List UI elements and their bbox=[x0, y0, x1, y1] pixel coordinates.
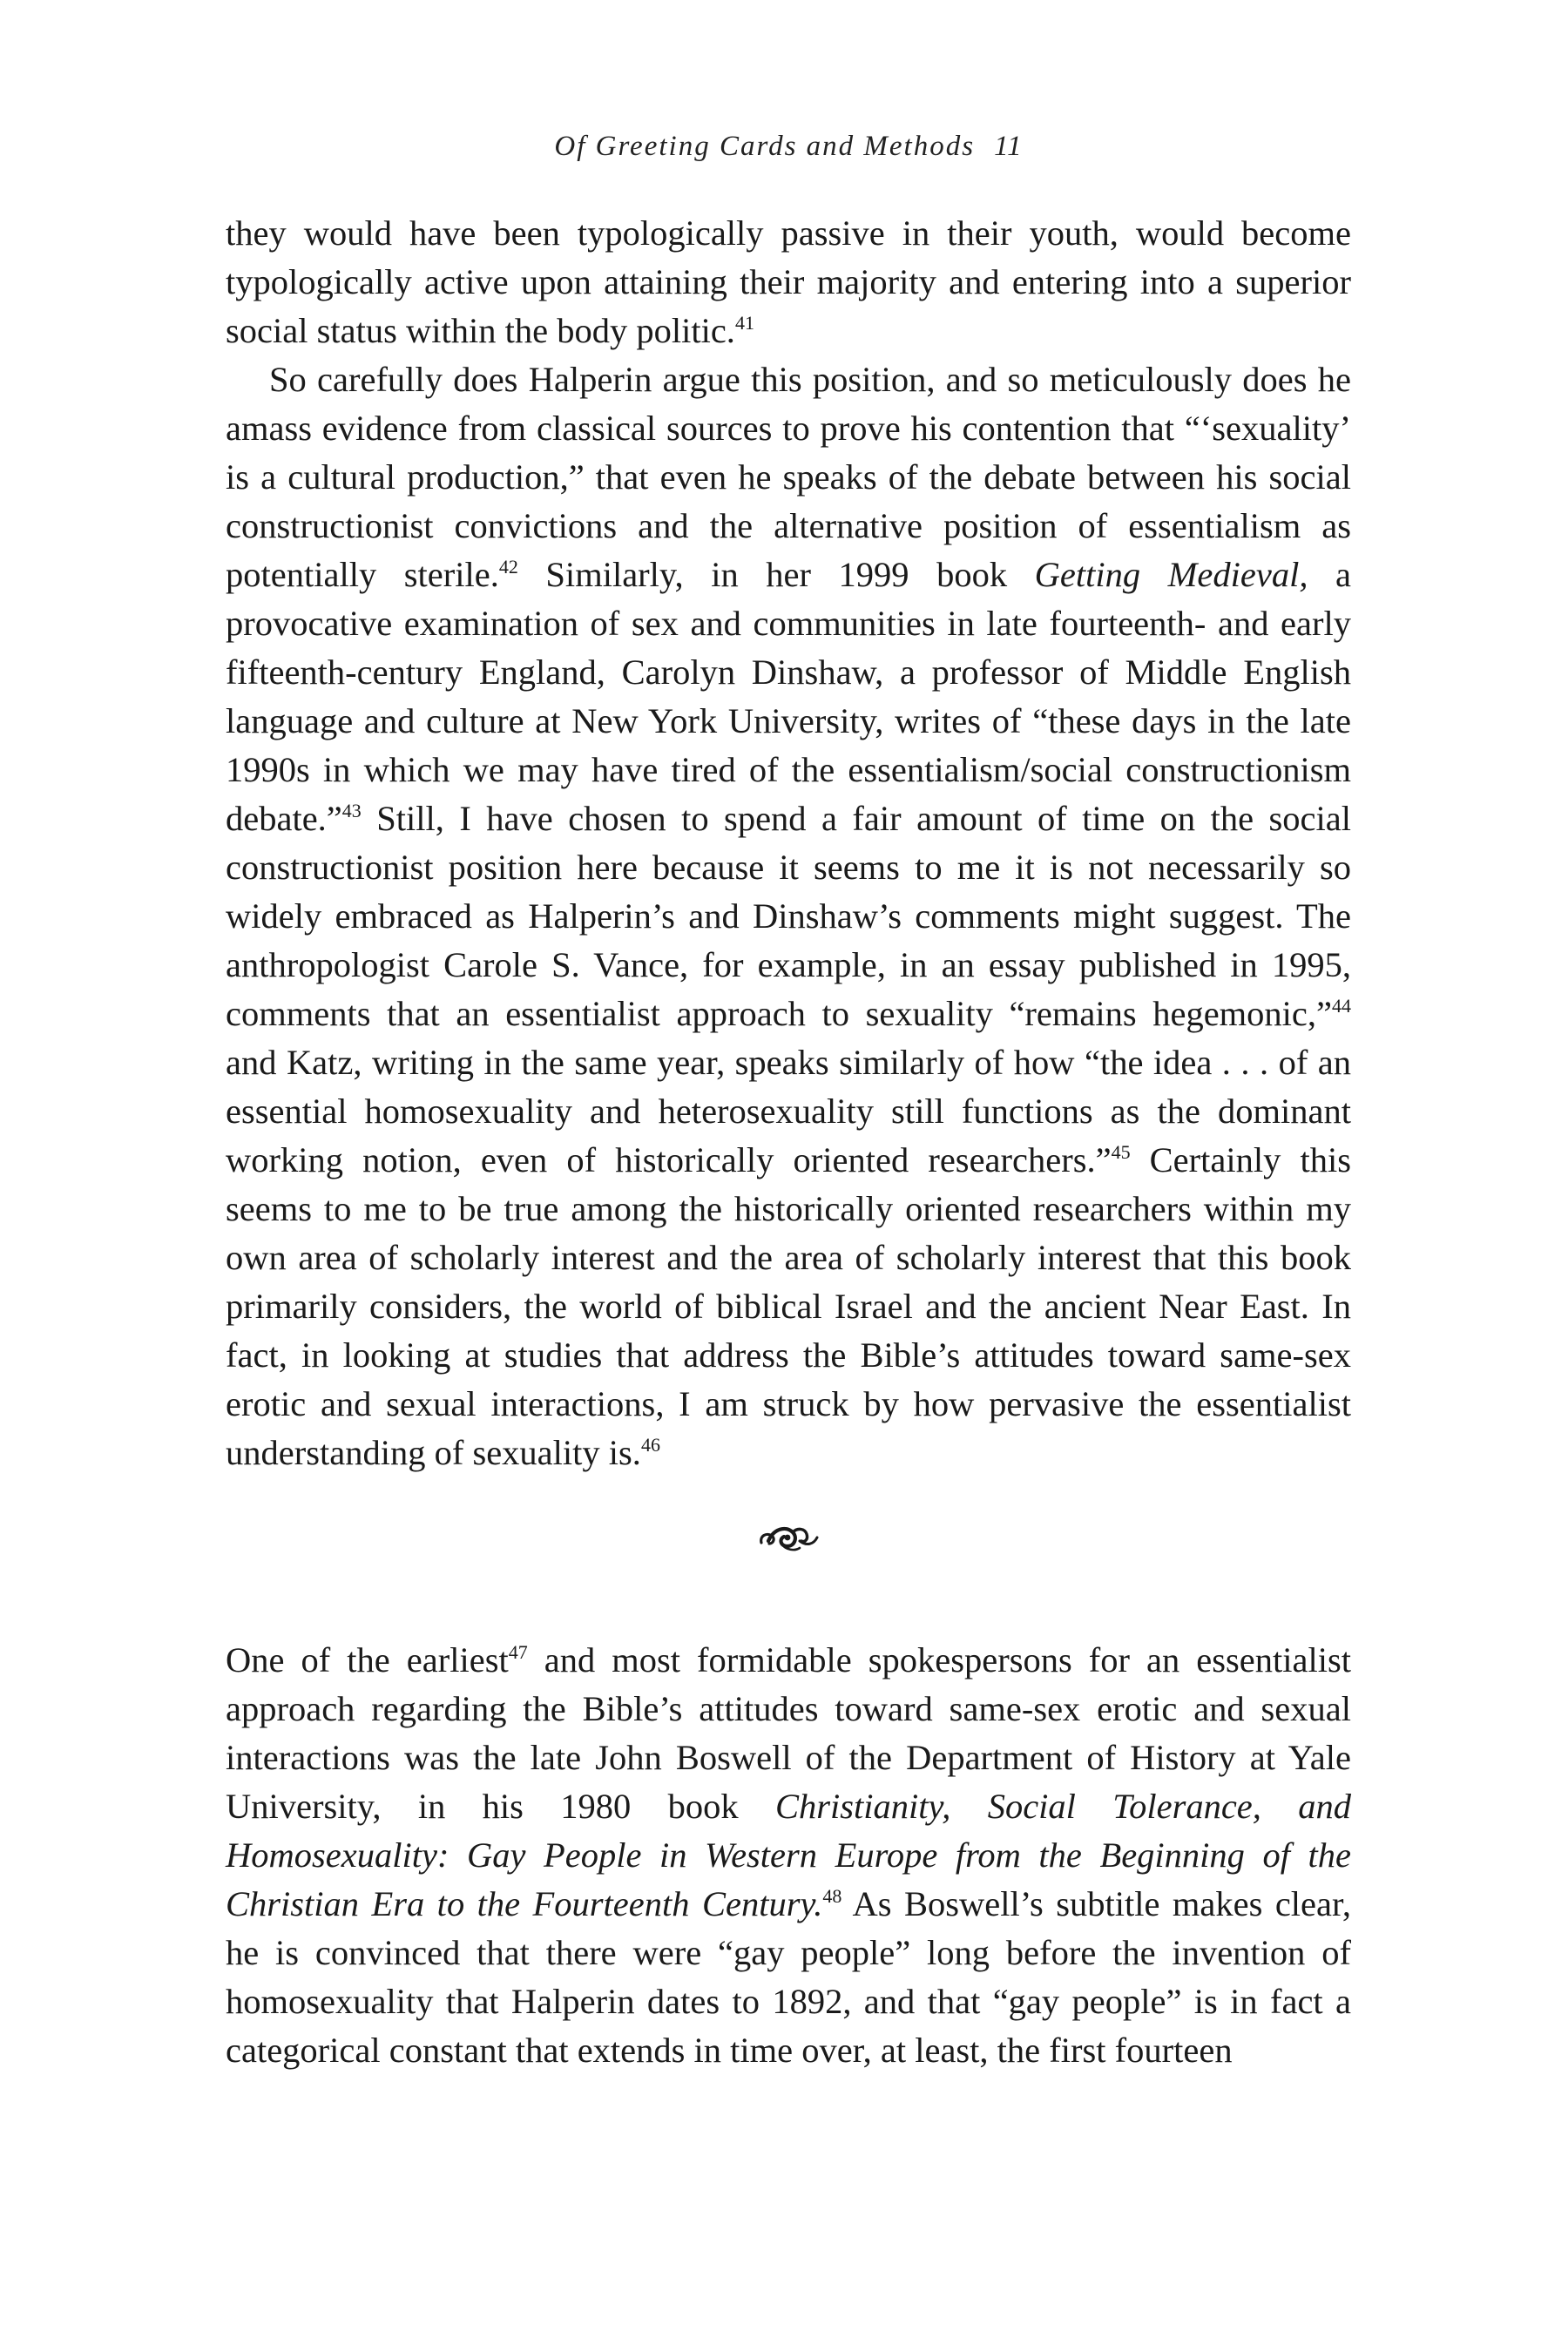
body-text bbox=[226, 209, 1351, 2075]
footnote-marker: 47 bbox=[508, 1641, 528, 1663]
footnote-marker: 43 bbox=[341, 800, 362, 821]
footnote-marker: 44 bbox=[1332, 995, 1351, 1017]
running-head-title: Of Greeting Cards and Methods bbox=[554, 131, 976, 162]
footnote-marker: 42 bbox=[498, 556, 518, 578]
book-title: Getting Medieval, bbox=[1034, 555, 1308, 594]
text-run: and Katz, writing in the same year, speaks similarly of how “the idea . . . of an essential homosexuality and heterosexuality still functions as the dominant working notion, even of historically oriented researchers.” bbox=[226, 1043, 1351, 1179]
text-run: a provocative examination of sex and communities in late fourteenth- and early fifteenth-century England, Carolyn Dinshaw, a professor of Middle English language and culture at New York University, writes of “these days in the late 1990s in which we may have tired of the essentialism/social constructionism debate.” bbox=[226, 555, 1351, 838]
text-run: Still, I have chosen to spend a fair amount of time on the social constructionist position here because it seems to me it is not necessarily so widely embraced as Halperin’s and Dinshaw’s comments might suggest. The anthropologist Carole S. Vance, for example, in an essay published in 1995, comments that an essentialist approach to sexuality “remains hegemonic,” bbox=[226, 799, 1351, 1033]
footnote-marker: 41 bbox=[734, 312, 754, 334]
text-run: and most formidable spokespersons for an essentialist approach regarding the Bible’s attitudes toward same-sex erotic and sexual interactions was the late John Boswell of the Department of History at Yale University, in his 1980 book bbox=[226, 1640, 1352, 1826]
footnote-marker: 46 bbox=[640, 1434, 660, 1456]
page-number: 11 bbox=[994, 131, 1023, 162]
fleuron-icon bbox=[756, 1520, 821, 1555]
paragraph bbox=[226, 1636, 1351, 2075]
text-run: So carefully does Halperin argue this position, and so meticulously does he amass evidence from classical sources to prove his contention that “‘sexuality’ is a cultural production,” that even he speaks of the debate between his social constructionist convictions and the alternative position of essentialism as potentially sterile. bbox=[226, 360, 1351, 594]
footnote-marker: 48 bbox=[822, 1885, 842, 1907]
book-title: Christianity, Social Tolerance, and Homosexuality: Gay People in Western Europe from the Beginning of the Christian Era to the Fourteenth Century. bbox=[226, 1787, 1351, 1923]
text-run: Similarly, in her 1999 book bbox=[517, 555, 1035, 594]
text-run: they would have been typologically passive in their youth, would become typologically active upon attaining their majority and entering into a superior social status within the body politic. bbox=[226, 213, 1351, 350]
running-head bbox=[226, 131, 1351, 163]
paragraph bbox=[226, 355, 1351, 1477]
footnote-marker: 45 bbox=[1111, 1141, 1131, 1163]
text-run: Certainly this seems to me to be true among the historically oriented researchers within my own area of scholarly interest and the area of scholarly interest that this book primarily considers, the world of biblical Israel and the ancient Near East. In fact, in looking at studies that address the Bible’s attitudes toward same-sex erotic and sexual interactions, I am struck by how pervasive the essentialist understanding of sexuality is. bbox=[226, 1140, 1351, 1472]
paragraph bbox=[226, 209, 1351, 355]
section-break-ornament bbox=[226, 1519, 1351, 1589]
text-run: As Boswell’s subtitle makes clear, he is convinced that there were “gay people” long before the invention of homosexuality that Halperin dates to 1892, and that “gay people” is in fact a categorical constant that extends in time over, at least, the first fourteen bbox=[226, 1884, 1351, 2070]
text-run: One of the earliest bbox=[226, 1640, 509, 1680]
